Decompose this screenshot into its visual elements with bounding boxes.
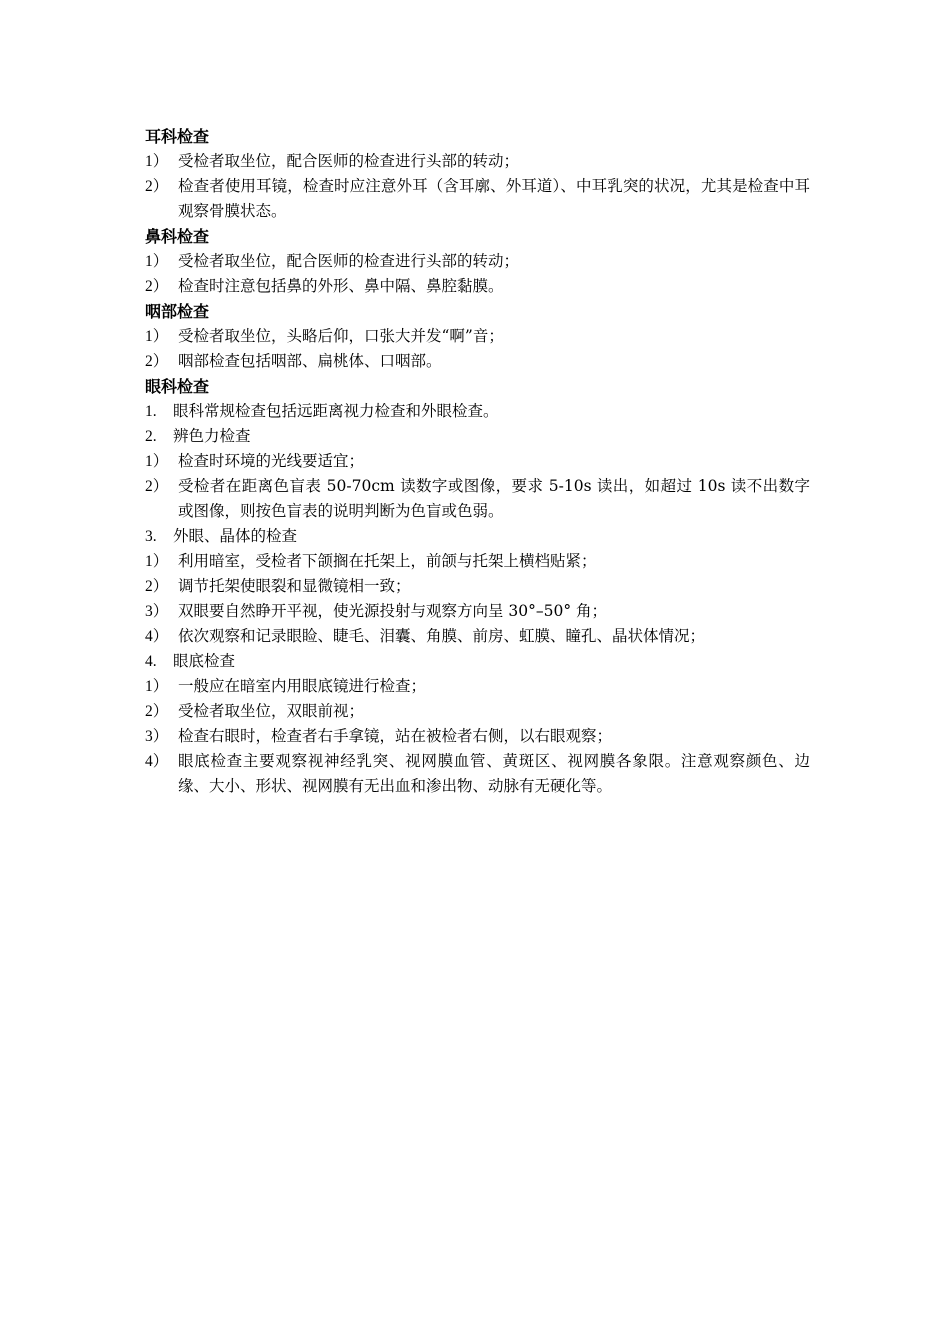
- item-number: 4）: [145, 753, 169, 770]
- item-number: 2）: [145, 578, 169, 595]
- item-text: 眼底检查: [173, 652, 236, 670]
- item-number: 1.: [145, 403, 157, 420]
- item-text: 检查时注意包括鼻的外形、鼻中隔、鼻腔黏膜。: [178, 277, 504, 295]
- list-item: [145, 524, 810, 549]
- item-number: 1）: [145, 678, 169, 695]
- item-text: 眼科常规检查包括远距离视力检查和外眼检查。: [173, 402, 499, 420]
- list-item: [145, 599, 810, 624]
- list-item: [145, 349, 810, 374]
- list-item: [145, 699, 810, 724]
- section-heading-ear: 耳科检查: [145, 127, 210, 146]
- item-number: 2）: [145, 178, 169, 195]
- section-heading-throat: 咽部检查: [145, 302, 210, 321]
- item-text: 辨色力检查: [173, 427, 251, 445]
- list-item: [145, 574, 810, 599]
- list-item: [145, 724, 810, 749]
- item-number: 2）: [145, 478, 169, 495]
- list-item: [145, 549, 810, 574]
- list-item: [145, 624, 810, 649]
- item-number: 3）: [145, 603, 169, 620]
- item-text: 检查者使用耳镜，检查时应注意外耳（含耳廓、外耳道）、中耳乳突的状况，尤其是检查中耳观察骨膜状态。: [178, 177, 810, 220]
- item-text: 受检者取坐位，双眼前视；: [178, 702, 365, 720]
- list-item: [145, 449, 810, 474]
- item-text: 依次观察和记录眼睑、睫毛、泪囊、角膜、前房、虹膜、瞳孔、晶状体情况；: [178, 627, 706, 645]
- item-text: 受检者取坐位，配合医师的检查进行头部的转动；: [178, 152, 520, 170]
- item-text: 受检者取坐位，头略后仰，口张大并发“啊”音；: [178, 327, 504, 345]
- list-item: [145, 174, 810, 224]
- item-number: 2）: [145, 278, 169, 295]
- list-item: [145, 324, 810, 349]
- document-body: [145, 124, 810, 799]
- item-text: 眼底检查主要观察视神经乳突、视网膜血管、黄斑区、视网膜各象限。注意观察颜色、边缘、大小、形状、视网膜有无出血和渗出物、动脉有无硬化等。: [178, 752, 810, 795]
- list-item: [145, 749, 810, 799]
- list-item: [145, 424, 810, 449]
- item-number: 3）: [145, 728, 169, 745]
- list-item: [145, 149, 810, 174]
- item-number: 2）: [145, 703, 169, 720]
- item-number: 4）: [145, 628, 169, 645]
- item-text: 双眼要自然睁开平视，使光源投射与观察方向呈 30°–50° 角；: [178, 602, 608, 620]
- list-item: [145, 274, 810, 299]
- item-number: 1）: [145, 553, 169, 570]
- item-text: 外眼、晶体的检查: [173, 527, 298, 545]
- item-number: 2）: [145, 353, 169, 370]
- item-text: 咽部检查包括咽部、扁桃体、口咽部。: [178, 352, 442, 370]
- list-item: [145, 474, 810, 524]
- item-text: 检查时环境的光线要适宜；: [178, 452, 365, 470]
- item-number: 4.: [145, 653, 157, 670]
- item-number: 2.: [145, 428, 157, 445]
- item-number: 1）: [145, 253, 169, 270]
- list-item: [145, 674, 810, 699]
- item-number: 3.: [145, 528, 157, 545]
- list-item: [145, 249, 810, 274]
- item-text: 一般应在暗室内用眼底镜进行检查；: [178, 677, 427, 695]
- item-text: 受检者在距离色盲表 50-70cm 读数字或图像，要求 5-10s 读出，如超过 10s 读不出数字或图像，则按色盲表的说明判断为色盲或色弱。: [178, 477, 810, 520]
- section-heading-nose: 鼻科检查: [145, 227, 210, 246]
- item-text: 检查右眼时，检查者右手拿镜，站在被检者右侧，以右眼观察；: [178, 727, 613, 745]
- list-item: [145, 649, 810, 674]
- item-number: 1）: [145, 153, 169, 170]
- section-heading-eye: 眼科检查: [145, 377, 210, 396]
- item-text: 利用暗室，受检者下颌搁在托架上，前颌与托架上横档贴紧；: [178, 552, 597, 570]
- item-number: 1）: [145, 328, 169, 345]
- item-number: 1）: [145, 453, 169, 470]
- item-text: 调节托架使眼裂和显微镜相一致；: [178, 577, 411, 595]
- list-item: [145, 399, 810, 424]
- item-text: 受检者取坐位，配合医师的检查进行头部的转动；: [178, 252, 520, 270]
